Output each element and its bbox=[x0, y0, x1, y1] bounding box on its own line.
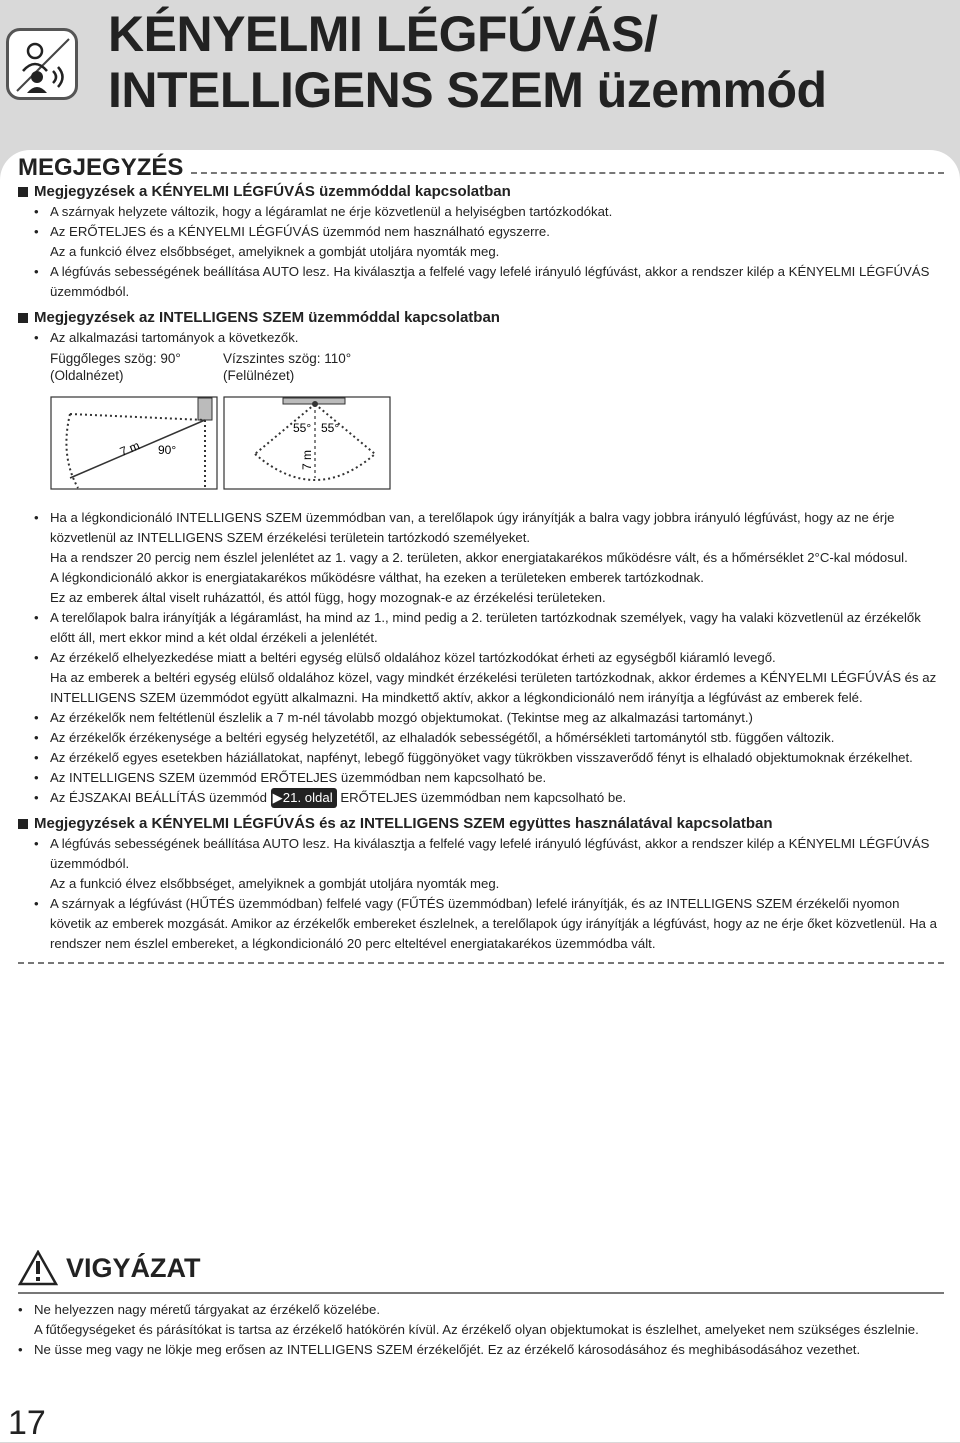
list-item: • A terelőlapok balra irányítják a légáramlást, ha mind az 1., mind pedig a 2. területen tartózkodnak személyek, vagy ha valaki közvetlenül az érzékelők előtt áll, mert ekkor mind a két oldal érzékeli a jelenlétét. bbox=[34, 608, 944, 648]
list-item: • A szárnyak helyzete változik, hogy a légáramlat ne érje közvetlenül a helyiségben tartózkodókat. bbox=[34, 202, 944, 222]
top-view-right-angle: 55° bbox=[321, 421, 340, 435]
note-section bbox=[18, 154, 944, 964]
warning-triangle-icon bbox=[18, 1250, 58, 1286]
square-bullet-icon bbox=[18, 313, 28, 323]
side-view-caption: (Oldalnézet) bbox=[50, 368, 124, 383]
list-item-text: ERŐTELJES üzemmódban nem kapcsolható be. bbox=[340, 790, 627, 805]
list-item-continuation: Ez az emberek által viselt ruházattól, és attól függ, hogy mozognak-e az érzékelési területeken. bbox=[50, 590, 606, 605]
sec2-list-2 bbox=[18, 508, 944, 548]
note-heading bbox=[18, 154, 944, 181]
caution-heading-text: VIGYÁZAT bbox=[66, 1252, 201, 1283]
list-item: • Az érzékelők érzékenysége a beltéri egység helyzetétől, az elhaladók sebességétől, a hőmérsékleti tartománytól stb. függően változik. bbox=[34, 728, 944, 748]
heading-divider bbox=[191, 172, 944, 174]
list-item: • Az érzékelők nem feltétlenül észlelik a 7 m-nél távolabb mozgó objektumokat. (Tekintse meg az alkalmazási tartományt.) bbox=[34, 708, 944, 728]
mode-icon-box bbox=[6, 28, 78, 100]
sec3-list-2 bbox=[18, 894, 944, 954]
caution-divider bbox=[18, 1292, 944, 1294]
note-heading-text: MEGJEGYZÉS bbox=[18, 154, 184, 181]
list-item: • Ne helyezzen nagy méretű tárgyakat az érzékelő közelébe. bbox=[18, 1300, 944, 1320]
sec1-title bbox=[18, 182, 944, 202]
top-view-left-angle: 55° bbox=[293, 421, 312, 435]
page-number: 17 bbox=[8, 1404, 46, 1442]
list-item: • Ne üsse meg vagy ne lökje meg erősen az INTELLIGENS SZEM érzékelőjét. Ez az érzékelő károsodásához és meghibásodásához vezethet. bbox=[18, 1340, 944, 1360]
sec1-list bbox=[18, 202, 944, 242]
square-bullet-icon bbox=[18, 187, 28, 197]
side-view-angle-mark: 90° bbox=[158, 443, 177, 457]
list-item: • Ha a légkondicionáló INTELLIGENS SZEM üzemmódban van, a terelőlapok úgy irányítják a balra vagy jobbra irányuló légfúvást, hogy az ne érje közvetlenül az INTELLIGENS SZEM érzékelési területein tartózkodó személyeket. bbox=[34, 508, 944, 548]
sec2-title bbox=[18, 308, 944, 328]
list-item-continuation: A fűtőegységeket és párásítókat is tartsa az érzékelő hatókörén kívül. Az érzékelő olyan objektumokat is észlelhet, amelyeket nem szükséges észlelnie. bbox=[34, 1322, 919, 1337]
sec3-title bbox=[18, 814, 944, 834]
side-view-distance: 7 m bbox=[117, 438, 142, 459]
list-item-text: Az ÉJSZAKAI BEÁLLÍTÁS üzemmód bbox=[50, 790, 267, 805]
list-item: • Az érzékelő egyes esetekben háziállatokat, napfényt, lebegő függönyöket vagy tükrökben visszaverődő fényt is elhaladó objektumoknak érzékelhet. bbox=[34, 748, 944, 768]
title-line-1: KÉNYELMI LÉGFÚVÁS/ bbox=[108, 6, 658, 62]
side-view-angle: Függőleges szög: 90° bbox=[50, 351, 181, 366]
side-view-diagram bbox=[50, 396, 220, 492]
top-view-angle: Vízszintes szög: 110° bbox=[223, 351, 352, 366]
list-item: • A légfúvás sebességének beállítása AUTO lesz. Ha kiválasztja a felfelé vagy lefelé irányuló légfúvást, akkor a rendszer kilép a KÉNYELMI LÉGFÚVÁS üzemmódból. bbox=[34, 262, 944, 302]
list-item: • Az alkalmazási tartományok a következők. bbox=[34, 328, 944, 348]
side-view-label bbox=[50, 350, 181, 384]
page-reference-text: 21. oldal bbox=[282, 790, 333, 805]
list-item: • Az érzékelő elhelyezkedése miatt a beltéri egység elülső oldalához közel tartózkodókat érheti az egységből kiáramló levegő. bbox=[34, 648, 944, 668]
page-reference-link[interactable]: ▶21. oldal bbox=[271, 788, 337, 808]
sec1-list-2 bbox=[18, 262, 944, 302]
title-line-2: INTELLIGENS SZEM üzemmód bbox=[108, 62, 827, 118]
page-title bbox=[108, 6, 827, 118]
caution-list-2 bbox=[18, 1340, 944, 1360]
square-bullet-icon bbox=[18, 819, 28, 829]
list-item bbox=[34, 788, 944, 808]
list-item: • A szárnyak a légfúvást (HŰTÉS üzemmódban) felfelé vagy (FŰTÉS üzemmódban) lefelé irányítják, és az INTELLIGENS SZEM érzékelői nyomon követik az emberek mozgását. Amikor az érzékelők embereket észlelnek, a terelőlapok úgy irányítják a légfúvást, hogy az ne érje őket közvetlenül. Ha a rendszer nem észlel embereket, a légkondicionáló 20 perc elteltével energiatakarékos üzemmódba vált. bbox=[34, 894, 944, 954]
sec2-list bbox=[18, 328, 944, 348]
top-view-label bbox=[223, 350, 351, 384]
sec3-list bbox=[18, 834, 944, 874]
caution-heading bbox=[18, 1250, 944, 1286]
sec2-title-text: Megjegyzések az INTELLIGENS SZEM üzemmóddal kapcsolatban bbox=[34, 309, 500, 326]
detection-range-diagrams bbox=[50, 348, 944, 508]
list-item: • Az ERŐTELJES és a KÉNYELMI LÉGFÚVÁS üzemmód nem használható egyszerre. bbox=[34, 222, 944, 242]
list-item: • Az INTELLIGENS SZEM üzemmód ERŐTELJES üzemmódban nem kapcsolható be. bbox=[34, 768, 944, 788]
list-item-continuation: Az a funkció élvez elsőbbséget, amelyiknek a gombját utoljára nyomták meg. bbox=[50, 244, 500, 259]
list-item-continuation: A légkondicionáló akkor is energiatakarékos működésre válthat, ha ezeken a területeken emberek tartózkodnak. bbox=[50, 570, 704, 585]
section-end-divider bbox=[18, 962, 944, 964]
top-view-diagram bbox=[223, 396, 393, 492]
caution-section bbox=[18, 1250, 944, 1360]
top-view-distance: 7 m bbox=[300, 449, 314, 470]
caution-list bbox=[18, 1300, 944, 1320]
list-item-continuation: Ha az emberek a beltéri egység elülső oldalához közel, vagy mindkét érzékelési területen tartózkodnak, akkor érdemes a KÉNYELMI LÉGFÚVÁS és az INTELLIGENS SZEM üzemmódot együtt alkalmazni. Ha mindkettő aktív, akkor a légkondicionáló nem irányítja a légfúvást az emberek felé. bbox=[50, 670, 937, 705]
comfort-airflow-intelligent-eye-icon bbox=[15, 37, 71, 93]
sec2-list-4 bbox=[18, 708, 944, 808]
list-item-continuation: Ha a rendszer 20 percig nem észlel jelenlétet az 1. vagy a 2. területen, akkor energiatakarékos működésre vált, és a hőmérséklet 2°C-kal módosul. bbox=[50, 550, 908, 565]
sec2-list-3 bbox=[18, 608, 944, 668]
sec1-title-text: Megjegyzések a KÉNYELMI LÉGFÚVÁS üzemmóddal kapcsolatban bbox=[34, 183, 511, 200]
list-item-continuation: Az a funkció élvez elsőbbséget, amelyiknek a gombját utoljára nyomták meg. bbox=[50, 876, 500, 891]
list-item: • A légfúvás sebességének beállítása AUTO lesz. Ha kiválasztja a felfelé vagy lefelé irányuló légfúvást, akkor a rendszer kilép a KÉNYELMI LÉGFÚVÁS üzemmódból. bbox=[34, 834, 944, 874]
top-view-caption: (Felülnézet) bbox=[223, 368, 295, 383]
sec3-title-text: Megjegyzések a KÉNYELMI LÉGFÚVÁS és az INTELLIGENS SZEM együttes használatával kapcsolatban bbox=[34, 815, 773, 832]
